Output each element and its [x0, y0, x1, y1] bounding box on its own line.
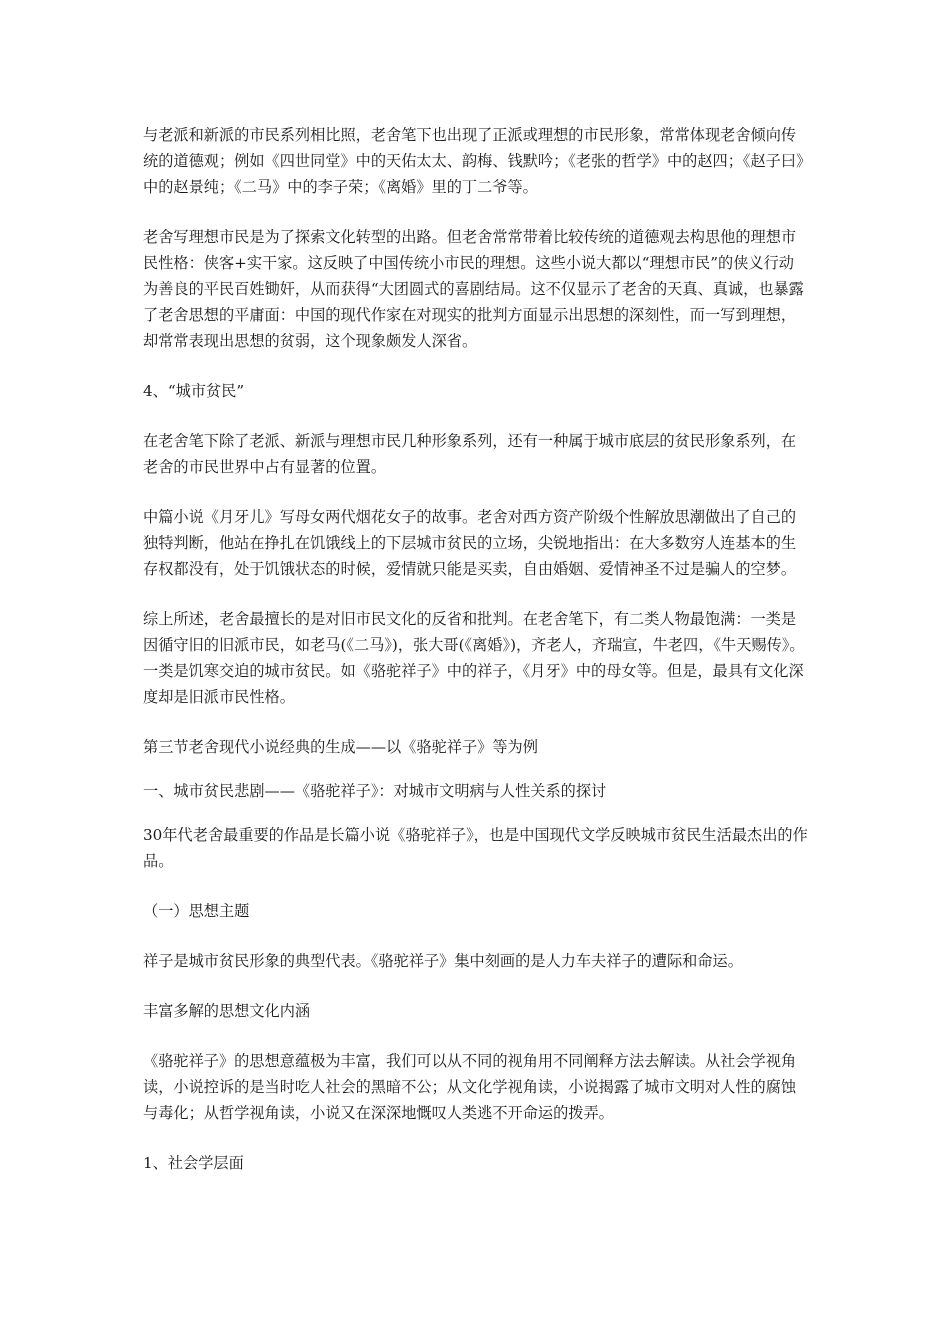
heading-urban-poor: 4、“城市贫民” [143, 382, 245, 400]
paragraph-rickshaw-boy-intro: 30年代老舍最重要的作品是长篇小说《骆驼祥子》，也是中国现代文学反映城市贫民生活最杰出的作品。 [143, 826, 808, 870]
paragraph-crescent-moon: 中篇小说《月牙儿》写母女两代烟花女子的故事。老舍对西方资产阶级个性解放思潮做出了自己的独特判断，他站在挣扎在饥饿线上的下层城市贫民的立场，尖锐地指出：在大多数穷人连基本的生存权都没有，处于饥饿状态的时候，爱情就只能是买卖，自由婚姻、爱情神圣不过是骗人的空梦。 [143, 508, 797, 578]
paragraph-interpretations: 《骆驼祥子》的思想意蕴极为丰富，我们可以从不同的视角用不同阐释方法去解读。从社会学视角读，小说控诉的是当时吃人社会的黑暗不公；从文化学视角读，小说揭露了城市文明对人性的腐蚀与毒化；从哲学视角读，小说又在深深地慨叹人类逃不开命运的拨弄。 [143, 1052, 797, 1122]
heading-rich-meaning: 丰富多解的思想文化内涵 [143, 1002, 311, 1020]
heading-theme: （一）思想主题 [143, 902, 250, 920]
paragraph-ideal-citizens: 与老派和新派的市民系列相比照，老舍笔下也出现了正派或理想的市民形象，常常体现老舍倾向传统的道德观；例如《四世同堂》中的天佑太太、韵梅、钱默吟；《老张的哲学》中的赵四；《赵子曰》中的赵景纯；《二马》中的李子荣；《离婚》里的丁二爷等。 [143, 126, 804, 196]
paragraph-summary: 综上所述，老舍最擅长的是对旧市民文化的反省和批判。在老舍笔下，有二类人物最饱满：一类是因循守旧的旧派市民，如老马(《二马》)，张大哥(《离婚》)，齐老人，齐瑞宣，牛老四，《牛天赐传》。一类是饥寒交迫的城市贫民。如《骆驼祥子》中的祥子，《月牙》中的母女等。但是，最具有文化深度却是旧派市民性格。 [143, 610, 805, 706]
document-page [143, 122, 808, 1200]
heading-rickshaw-boy-tragedy: 一、城市贫民悲剧——《骆驼祥子》：对城市文明病与人性关系的探讨 [143, 782, 607, 800]
heading-sociology-level: 1、社会学层面 [143, 1154, 244, 1172]
paragraph-poor-series: 在老舍笔下除了老派、新派与理想市民几种形象系列，还有一种属于城市底层的贫民形象系列，在老舍的市民世界中占有显著的位置。 [143, 432, 797, 476]
section-heading-third: 第三节老舍现代小说经典的生成——以《骆驼祥子》等为例 [143, 738, 538, 756]
paragraph-ideal-citizens-purpose: 老舍写理想市民是为了探索文化转型的出路。但老舍常常带着比较传统的道德观去构思他的理想市民性格：侠客+实干家。这反映了中国传统小市民的理想。这些小说大都以“理想市民”的侠义行动为善良的平民百姓锄奸，从而获得“大团圆式的喜剧结局。这不仅显示了老舍的天真、真诚，也暴露了老舍思想的平庸面：中国的现代作家在对现实的批判方面显示出思想的深刻性，而一写到理想，却常常表现出思想的贫弱，这个现象颇发人深省。 [143, 228, 804, 350]
paragraph-xiangzi-typical: 祥子是城市贫民形象的典型代表。《骆驼祥子》集中刻画的是人力车夫祥子的遭际和命运。 [143, 952, 743, 970]
